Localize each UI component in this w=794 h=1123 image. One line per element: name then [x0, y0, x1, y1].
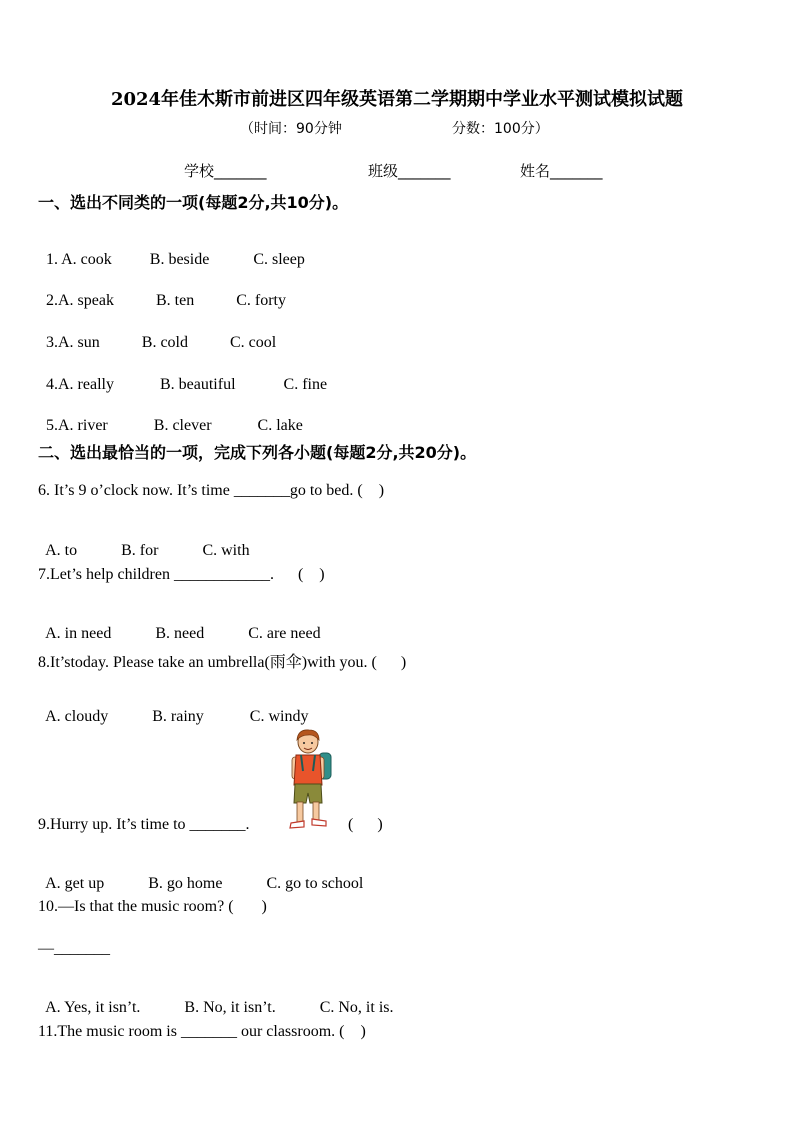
question-7: 7.Let’s help children ____________. ( ) [38, 566, 325, 583]
exam-time: （时间：90分钟 [240, 121, 342, 137]
school-field[interactable]: 学校_______ [184, 162, 267, 180]
question-number: 5. [46, 417, 58, 434]
question-number: 1. [46, 251, 62, 268]
section-two-heading: 二、选出最恰当的一项，完成下列各小题(每题2分,共20分)。 [38, 443, 477, 462]
option-c: C. sleep [253, 251, 305, 268]
option-c: C. with [202, 542, 250, 559]
option-a: A. get up [45, 875, 105, 892]
question-10-reply: —_______ [38, 940, 110, 957]
option-a: A. sun [58, 334, 100, 351]
question-9-options [38, 857, 363, 893]
option-b: B. beautiful [159, 376, 236, 393]
option-a: A. cook [61, 251, 112, 268]
section-one-heading: 一、选出不同类的一项(每题2分,共10分)。 [38, 193, 349, 212]
question-number: 3. [46, 334, 58, 351]
option-a: A. river [58, 417, 108, 434]
question-1 [38, 233, 305, 269]
question-number: 2. [46, 292, 58, 309]
option-a: A. to [45, 542, 78, 559]
option-c: C. No, it is. [319, 999, 394, 1016]
question-3 [38, 316, 276, 352]
option-c: C. are need [248, 625, 321, 642]
class-field[interactable]: 班级_______ [368, 162, 451, 180]
option-c: C. fine [283, 376, 328, 393]
option-b: B. need [155, 625, 205, 642]
question-4 [38, 358, 327, 394]
name-field[interactable]: 姓名_______ [520, 162, 603, 180]
option-a: A. speak [58, 292, 114, 309]
option-a: A. cloudy [45, 708, 109, 725]
option-b: B. clever [153, 417, 212, 434]
question-2 [38, 274, 286, 310]
question-6-options [38, 524, 250, 560]
question-10: 10.—Is that the music room? ( ) [38, 898, 267, 915]
question-7-options [38, 607, 321, 643]
question-8-options [38, 690, 308, 726]
exam-score: 分数：100分） [452, 121, 549, 137]
option-c: C. lake [257, 417, 303, 434]
option-b: B. cold [141, 334, 188, 351]
option-c: C. go to school [266, 875, 364, 892]
question-5 [38, 399, 303, 435]
option-a: A. really [58, 376, 114, 393]
question-8: 8.It’stoday. Please take an umbrella(雨伞)with you. ( ) [38, 654, 407, 671]
page-title: 2024年佳木斯市前进区四年级英语第二学期期中学业水平测试模拟试题 [110, 89, 684, 110]
option-a: A. in need [45, 625, 112, 642]
option-a: A. Yes, it isn’t. [45, 999, 141, 1016]
question-11: 11.The music room is _______ our classroom. ( ) [38, 1023, 366, 1040]
question-6: 6. It’s 9 o’clock now. It’s time _______go to bed. ( ) [38, 482, 385, 499]
option-b: B. ten [155, 292, 195, 309]
boy-with-backpack-image [284, 727, 336, 831]
option-b: B. rainy [152, 708, 204, 725]
option-b: B. beside [149, 251, 210, 268]
question-9-paren: ( ) [348, 816, 383, 833]
question-9: 9.Hurry up. It’s time to _______. [38, 816, 250, 833]
option-c: C. windy [249, 708, 309, 725]
option-c: C. cool [230, 334, 277, 351]
option-b: B. go home [148, 875, 223, 892]
question-number: 4. [46, 376, 58, 393]
option-b: B. for [121, 542, 159, 559]
question-10-options [38, 981, 394, 1017]
option-b: B. No, it isn’t. [184, 999, 276, 1016]
option-c: C. forty [236, 292, 286, 309]
